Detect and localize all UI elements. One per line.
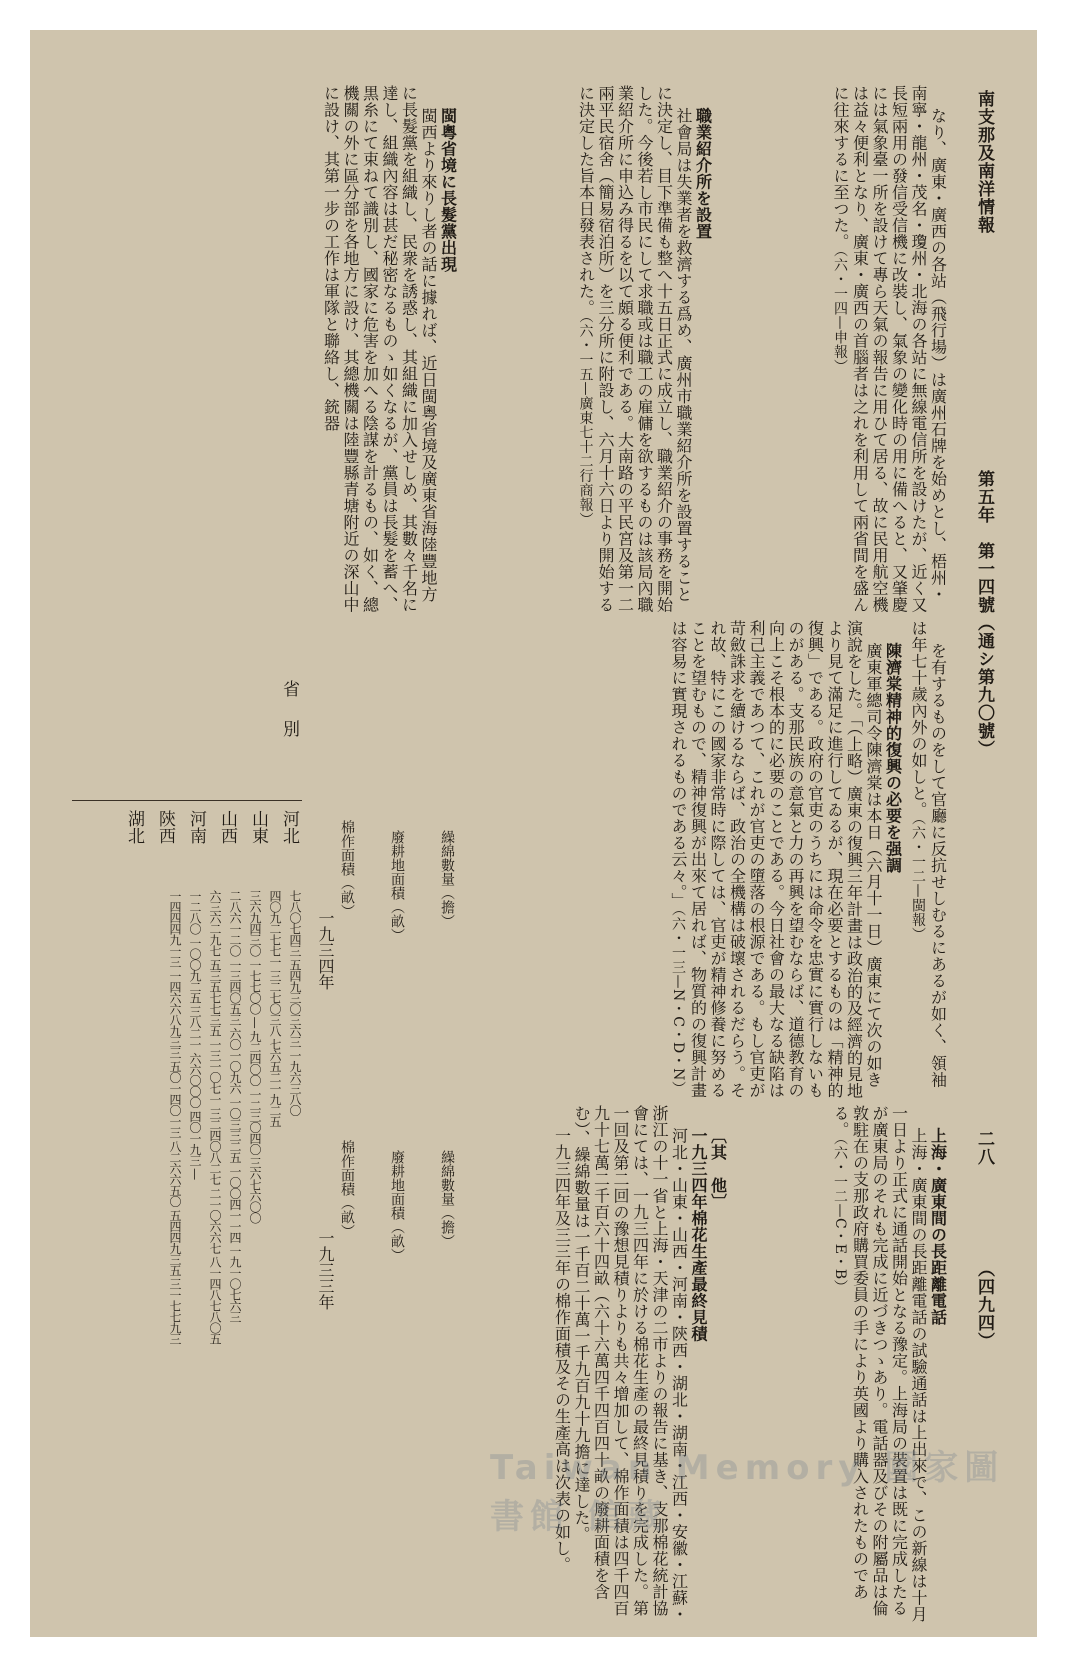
year-1933-label: 一九三三年 xyxy=(316,1230,335,1310)
heading-job-office: 職業紹介所を設置 xyxy=(693,107,713,240)
province-4: 陝西 xyxy=(155,810,175,844)
value: 七八〇七四三 xyxy=(288,890,302,956)
province-3: 河南 xyxy=(186,810,206,844)
article-longhair-party: 閩粵省境に長髮黨出現 閩西より來りし者の話に據れば、近日閩粵省境及廣東省海陸豐地方に長髮黨を組織し、民衆を誘惑し、其組織に加入せしめ、其數々千名に達し、組織內容は甚だ秘密なるものゝ如くなるが、黨員は長髮を蓄へ、黒糸にて束ねて識別し、國家に危害を加へる陰謀を計るもの、如く、總機關の外に區分部を各地方に設け、其總機關は陸豐縣青塘附近の深山中に設け、其第一步の工作は軍隊と聯絡し、銃器 xyxy=(321,85,458,613)
article-chen-jitang: 陳濟棠精神的復興の必要を强調 廣東軍總司令陳濟棠は本日（六月十一日）廣東にて次の如き演說をした。「（上略）廣東の復興三年計畫は政治的及經濟的見地より見て滿足に進行してゐるが、現在必要とするものは「精神的復興」である。政府の官吏のうちには命令を忠實に實行しないものがある。支那民族の意氣と力の再興を望むならば、道德教育の向上こそ根本的に必要のことである。今日社會の最大なる缺陷は利己主義であつて、これが官吏の墮落の根源である。もし官吏が苛斂誅求を續けるならば、政治の全機構は破壞されるだらう。それ故、特にこの國家非常時に際しては、官吏が精神修養に努めることを望むもので、精神復興が出來て居れば、物質的の復興計畫は容易に實現されるものである云々。」（六・一三—N・C・D・N） xyxy=(669,620,903,1099)
values-fallow-1934: 三六九四三〇 一七七〇〇 — 九二四〇〇 一二三〇四〇 三六七六〇〇 xyxy=(248,890,262,1224)
library-watermark-logo: Taiwan Memory 國家圖書館 館藏 xyxy=(490,1448,1005,1537)
values-fallow-1933: 一二八〇 一〇〇九二五 三八二一 六六〇〇〇 四〇一九三 — xyxy=(188,890,202,1180)
province-5: 湖北 xyxy=(124,810,144,844)
heading-cotton: 一九三四年棉花生產最終見積 xyxy=(689,1127,708,1342)
col-fallow-1933: 廢耕地面積（畝） xyxy=(389,1150,405,1262)
section-tag-other: 〔其 他〕 xyxy=(708,1127,728,1210)
province-1: 山東 xyxy=(248,810,268,844)
heading-chen-jitang: 陳濟棠精神的復興の必要を强調 xyxy=(883,642,903,874)
values-area-1934b: 四〇九二七七一 三二七〇三八 七六五二一九二五 xyxy=(268,890,282,1127)
col-fallow-1934: 廢耕地面積（畝） xyxy=(389,830,405,942)
journal-title: 南支那及南洋情報 xyxy=(974,90,994,234)
document-page xyxy=(30,30,1037,1637)
article-cotton-estimate: 〔其 他〕 一九三四年棉花生產最終見積 河北・山東・山西・河南・陝西・湖北・湖南・江西・安徽・江蘇・浙江の十一省と上海・天津の二市よりの報告に基き、支那棉花統計協會にては、一九三四年に於ける棉花生產の最終見積りを完成した。第一回及第二回の豫想見積りよりも共々增加して、棉作面積は四千四百九十七萬二千百六十四畝（六十六萬四千四百四十畝の廢耕面積を含む）、繰綿數量は一千百二十萬一千九百九十九擔に達した。 一九三四年及三三年の棉作面積及その生產高は次表の如し。 xyxy=(552,1105,728,1623)
article-aviation-text: なり、廣東・廣西の各站（飛行場）は廣州石牌を始めとし、梧州・南寧・龍州・茂名・瓊州・北海の各站に無線電信所を設けたが、近く又長短兩用の發信受信機に改裝し、氣象の變化時の用に備へると、又肇慶には氣象臺一所を設けて專ら天氣の報告に用ひて居る、故に民用航空機は益々便利となり、廣東・廣西の首腦者は之れを利用して兩省間を盛んに往來するに至つた。（六・一四—申報） xyxy=(831,85,948,613)
col-lint-1933: 繰綿數量（擔） xyxy=(439,1150,455,1248)
year-1934-label: 一九三四年 xyxy=(316,910,335,990)
issue-label: 第五年 第一四號（通シ第九〇號） xyxy=(974,470,994,758)
values-area-1934: 七八〇七四三 五四九三〇三六三 一九六三八〇 xyxy=(288,890,302,1116)
page-number: 二八 xyxy=(974,1130,994,1166)
province-2: 山西 xyxy=(217,810,237,844)
heading-phone: 上海・廣東間の長距離電話 xyxy=(928,1127,948,1326)
table-divider xyxy=(72,800,302,801)
values-area-1933: 六三六二九七 五三五七七三五 一三一〇七一 三二四〇八二七 二一〇六六七 八一四八七八〇五 xyxy=(208,890,222,1345)
article-long-distance-phone: 上海・廣東間の長距離電話 上海・廣東間の長距離電話の試驗通話は上出來で、この新線は十月一日より正式に通話開始となる豫定。上海局の裝置は既に完成したるが廣東局のそれも完成に近づきつゝあり。電話器及びその附屬品は倫敦駐在の支那政府購買委員の手により英國より購入されたものである。（六・一二—C・E・B） xyxy=(831,1105,948,1623)
col-lint-1934: 繰綿數量（擔） xyxy=(439,830,455,928)
page-total: （四九四） xyxy=(974,1260,994,1350)
table-row-header: 省 別 xyxy=(279,680,299,740)
values-lint-1933: 一四四四九一三 一四六六八九三三 五〇一四〇一三 八二六六五〇 五四四九三五 三一七七九三 xyxy=(168,890,182,1345)
col-area-1934: 棉作面積（畝） xyxy=(339,820,355,918)
article-longhair-continued: を有するものをして官廳に反抗せしむるにあるが如く、領袖は年七十歲內外の如しと。（六・一二—閩報） xyxy=(909,620,948,1088)
province-0: 河北 xyxy=(279,810,299,844)
col-area-1933: 棉作面積（畝） xyxy=(339,1140,355,1238)
heading-longhair: 閩粵省境に長髮黨出現 xyxy=(438,107,458,273)
values-lint-1934: 二八六一二〇 一三四〇五三 六〇一〇九六 一〇三三二五 一〇〇四一一四 一九一〇七六三 xyxy=(228,890,242,1323)
article-job-office: 職業紹介所を設置 社會局は失業者を救濟する爲め、廣州市職業紹介所を設置することに決定し、目下準備も整へ十五日正式に成立し、職業紹介の事務を開始した。今後若し市民にして求職或は職工の雇傭を欲するものは該局內職業紹介所に申込み得るを以て頗る便利である。大南路の平民宮及第一二兩平民宿舍（簡易宿泊所）を三分所に附設し、六月十六日より開始するに決定した旨本日發表された。（六・一五—廣東七十二行商報） xyxy=(576,85,713,613)
table-provinces xyxy=(116,810,302,844)
